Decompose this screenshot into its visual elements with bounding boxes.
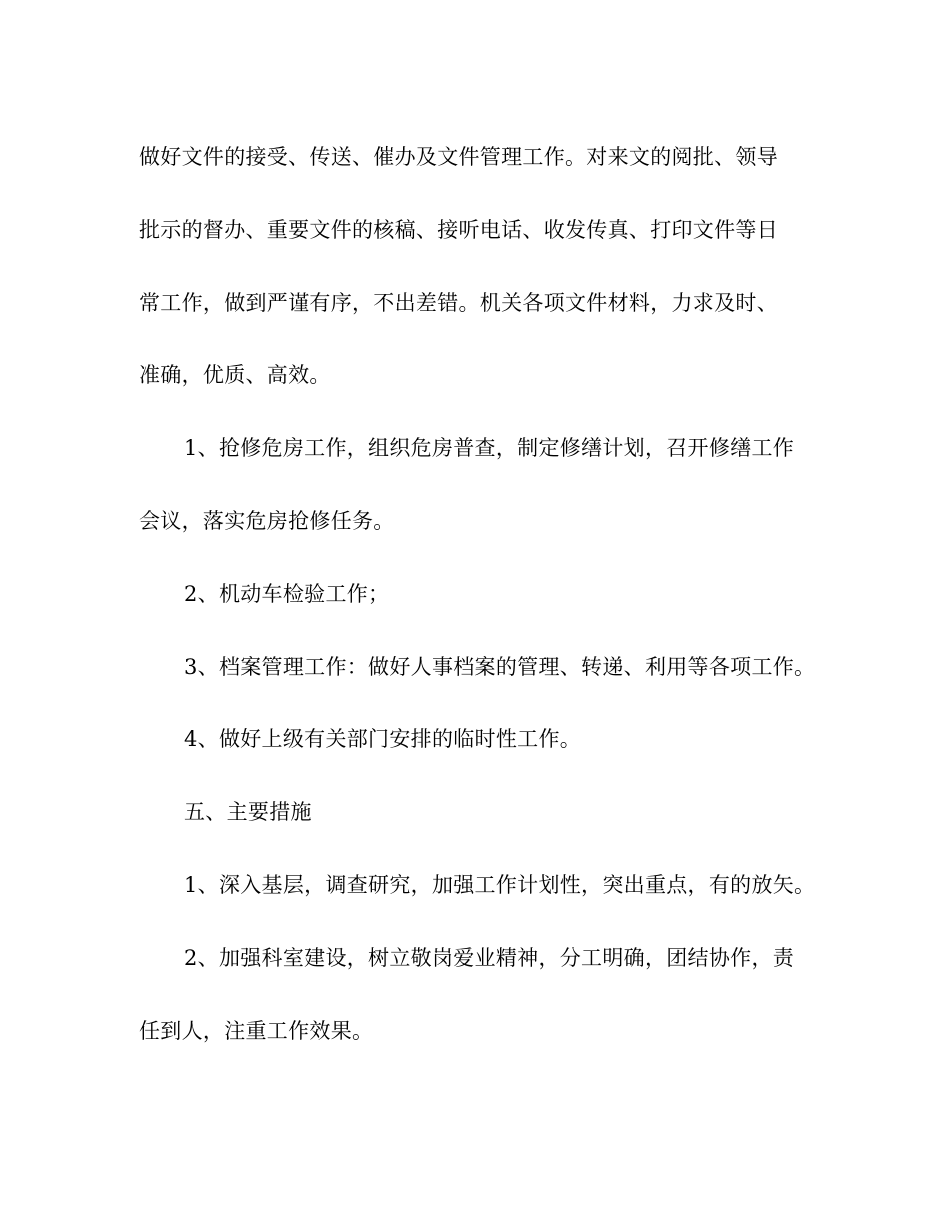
list-item-2: 2、机动车检验工作； <box>184 581 390 606</box>
measure-item-1: 1、深入基层，调查研究，加强工作计划性，突出重点，有的放矢。 <box>184 872 816 897</box>
text-line: 批示的督办、重要文件的核稿、接听电话、收发传真、打印文件等日 <box>139 217 778 242</box>
text-line: 常工作，做到严谨有序，不出差错。机关各项文件材料，力求及时、 <box>139 290 778 315</box>
measure-item-2-line: 2、加强科室建设，树立敬岗爱业精神，分工明确，团结协作，责 <box>184 945 795 970</box>
list-item-3: 3、档案管理工作：做好人事档案的管理、转递、利用等各项工作。 <box>184 654 816 679</box>
list-item-1-line: 1、抢修危房工作，组织危房普查，制定修缮计划，召开修缮工作 <box>184 436 795 461</box>
text-line: 做好文件的接受、传送、催办及文件管理工作。对来文的阅批、领导 <box>139 145 778 169</box>
text-line: 任到人，注重工作效果。 <box>139 1018 374 1043</box>
document-body <box>139 121 829 1067</box>
list-item-4: 4、做好上级有关部门安排的临时性工作。 <box>184 727 582 752</box>
text-line: 会议，落实危房抢修任务。 <box>139 508 395 533</box>
section-heading: 五、主要措施 <box>184 800 312 825</box>
text-line: 准确，优质、高效。 <box>139 363 331 388</box>
